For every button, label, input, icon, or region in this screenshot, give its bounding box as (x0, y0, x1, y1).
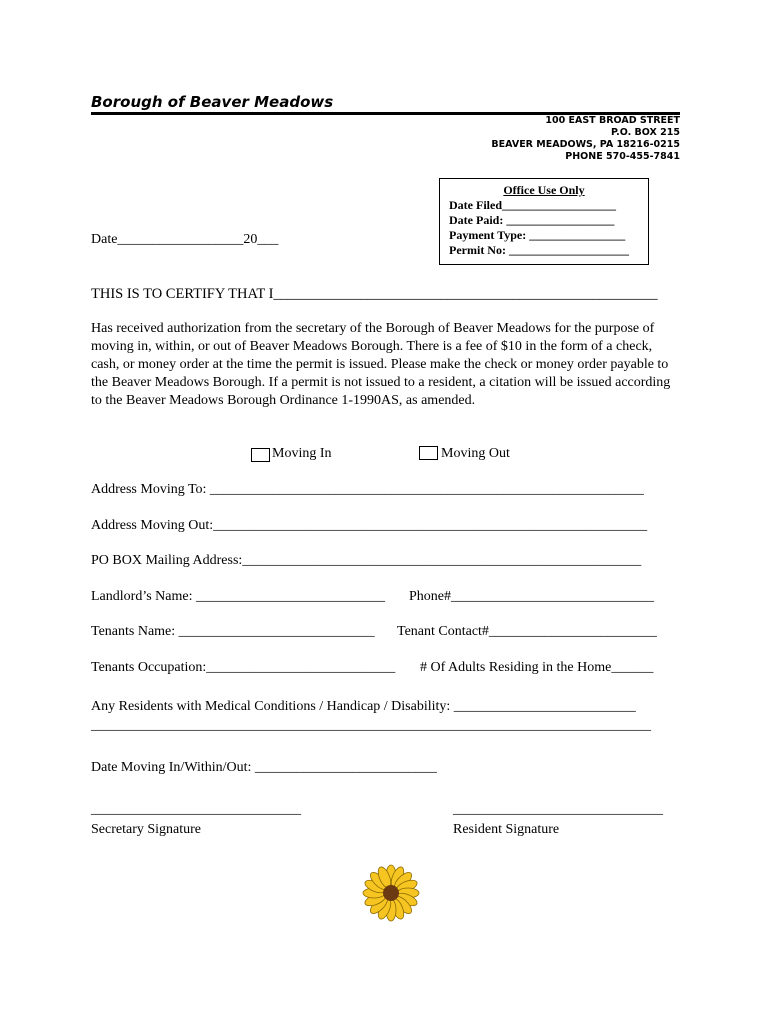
date-paid-field[interactable]: Date Paid: __________________ (449, 213, 615, 227)
tenants-occupation-field[interactable]: Tenants Occupation:___________________________ (91, 660, 396, 675)
landlord-phone-field[interactable]: Phone#_____________________________ (409, 589, 654, 604)
sunflower-icon (362, 862, 420, 924)
address-line-1: 100 EAST BROAD STREET (545, 115, 680, 126)
office-use-box (439, 178, 649, 265)
date-filed-field[interactable]: Date Filed___________________ (449, 198, 616, 212)
medical-conditions-field[interactable]: Any Residents with Medical Conditions / Handicap / Disability: __________________________ (91, 699, 636, 714)
address-moving-to-field[interactable]: Address Moving To: ______________________________________________________________ (91, 482, 644, 497)
authorization-paragraph: Has received authorization from the secretary of the Borough of Beaver Meadows for the purpose of moving in, within, or out of Beaver Meadows Borough. There is a fee of $10 in the form of a check, cash, or money order at the time the permit is issued. Please make the check or money order payable to the Beaver Meadows Borough. If a permit is not issued to a resident, a citation will be issued according to the Beaver Meadows Borough Ordinance 1-1990AS, as amended. (91, 321, 671, 408)
organization-title: Borough of Beaver Meadows (91, 93, 334, 111)
office-use-title: Office Use Only (503, 183, 585, 197)
resident-signature-line[interactable]: ______________________________ (453, 802, 663, 817)
address-line-3: BEAVER MEADOWS, PA 18216-0215 (491, 139, 680, 150)
tenants-name-field[interactable]: Tenants Name: ____________________________ (91, 624, 375, 639)
medical-conditions-continuation[interactable]: ________________________________________________________________________________ (91, 718, 651, 733)
phone-number: PHONE 570-455-7841 (565, 151, 680, 162)
adults-residing-field[interactable]: # Of Adults Residing in the Home______ (420, 660, 654, 675)
resident-signature-label: Resident Signature (453, 822, 560, 837)
moving-in-checkbox[interactable] (251, 448, 270, 462)
moving-out-label: Moving Out (441, 446, 510, 461)
certify-name-field[interactable]: THIS IS TO CERTIFY THAT I_____________________________________________________ (91, 286, 658, 302)
address-line-2: P.O. BOX 215 (610, 127, 680, 138)
address-moving-out-field[interactable]: Address Moving Out:______________________________________________________________ (91, 518, 648, 533)
secretary-signature-line[interactable]: ______________________________ (91, 802, 301, 817)
moving-out-checkbox[interactable] (419, 446, 438, 460)
secretary-signature-label: Secretary Signature (91, 822, 202, 837)
po-box-field[interactable]: PO BOX Mailing Address:_________________________________________________________ (91, 553, 642, 568)
moving-in-label: Moving In (272, 446, 332, 461)
date-field[interactable]: Date__________________20___ (91, 232, 279, 247)
permit-no-field[interactable]: Permit No: ____________________ (449, 243, 629, 257)
landlord-name-field[interactable]: Landlord’s Name: ___________________________ (91, 589, 385, 604)
payment-type-field[interactable]: Payment Type: ________________ (449, 228, 626, 242)
date-moving-field[interactable]: Date Moving In/Within/Out: __________________________ (91, 760, 437, 775)
sunflower-center (383, 885, 399, 901)
tenant-contact-field[interactable]: Tenant Contact#________________________ (397, 624, 657, 639)
